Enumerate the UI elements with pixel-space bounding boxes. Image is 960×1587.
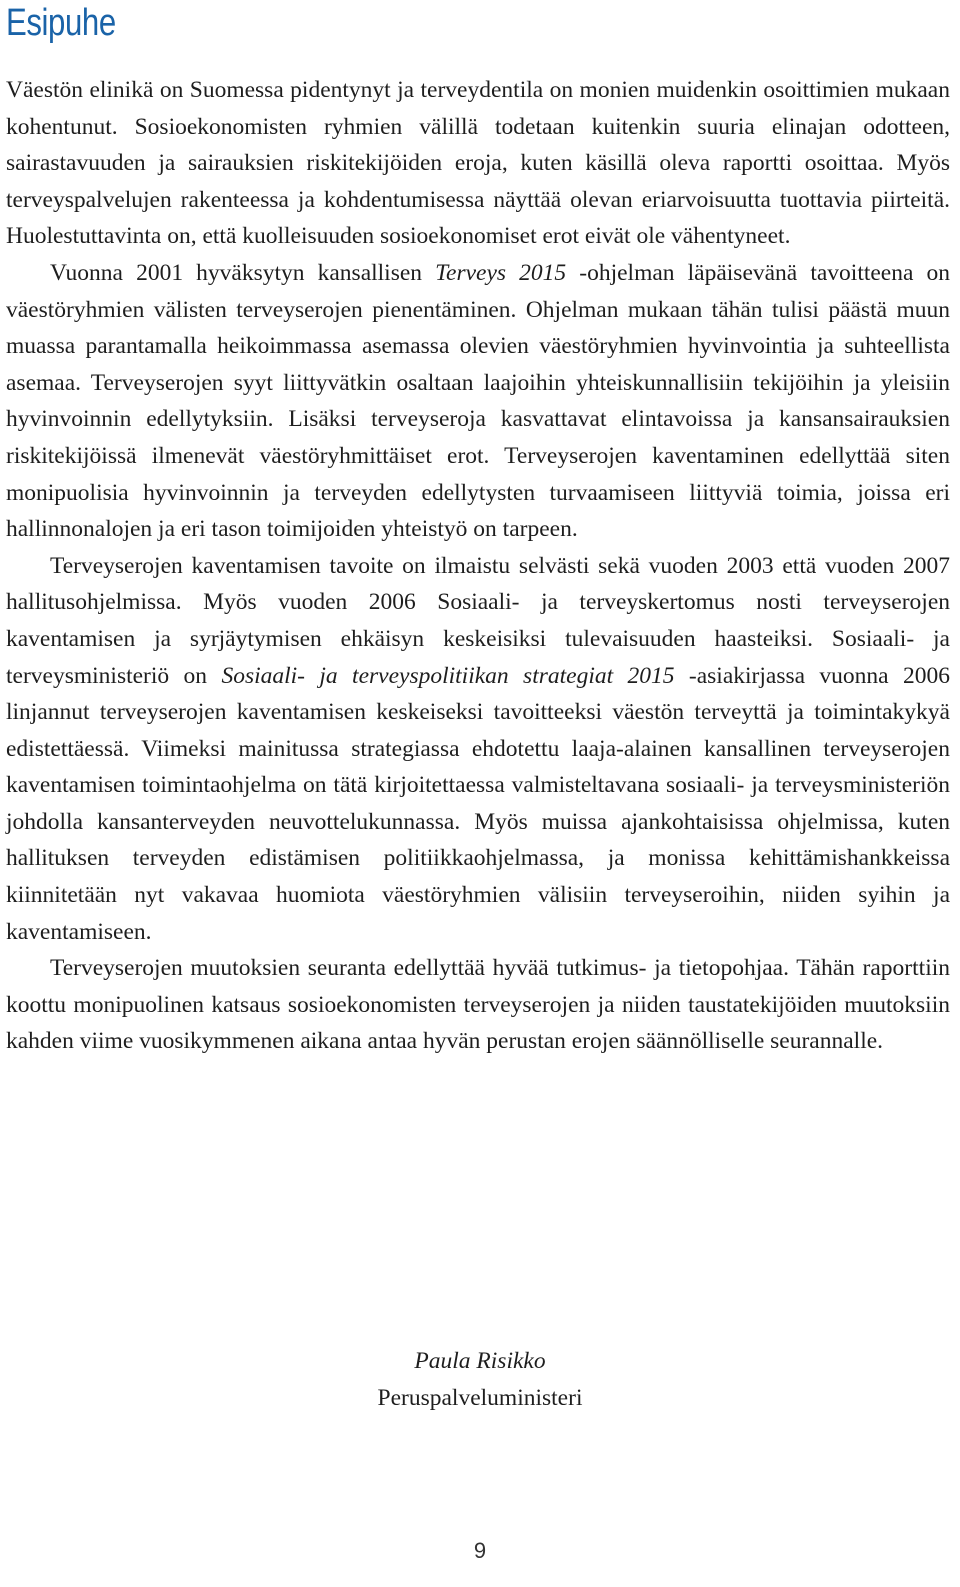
signature-block (0, 1343, 960, 1417)
signatory-name: Paula Risikko (414, 1348, 546, 1374)
paragraph-2-part-b: -ohjelman läpäisevänä tavoitteena on väestöryhmien välisten terveyserojen pienentäminen. Ohjelman mukaan tähän tulisi päästä muun muassa parantamalla heikoimmassa asemassa olevien väestöryhmien hyvinvointia ja suhteellista asemaa. Terveyserojen syyt liittyvätkin osaltaan laajoihin yhteiskunnallisiin tekijöihin ja yleisiin hyvinvoinnin edellytyksiin. Lisäksi terveyseroja kasvattavat elintavoissa ja kansansairauksien riskitekijöissä ilmenevät väestöryhmittäiset erot. Terveyserojen kaventaminen edellyttää siten monipuolisia hyvinvoinnin ja terveyden edellytysten turvaamiseen liittyviä toimia, joissa eri hallinnonalojen ja eri tason toimijoiden yhteistyö on tarpeen. (6, 259, 951, 543)
strategy-title: Sosiaali- ja terveyspolitiikan strategiat 2015 (221, 662, 675, 689)
paragraph-2-part-a: Vuonna 2001 hyväksytyn kansallisen (50, 259, 436, 286)
body-text (6, 72, 950, 1060)
paragraph-1: Väestön elinikä on Suomessa pidentynyt ja terveydentila on monien muidenkin osoittimien mukaan kohentunut. Sosioekonomisten ryhmien välillä todetaan kuitenkin suuria elinajan odotteen, sairastavuuden ja sairauksien riskitekijöiden eroja, kuten käsillä oleva raportti osoittaa. Myös terveyspalvelujen rakenteessa ja kohdentumisessa näyttää olevan eriarvoisuutta tuottavia piirteitä. Huolestuttavinta on, että kuolleisuuden sosioekonomiset erot eivät ole vähentyneet. (6, 77, 950, 250)
signatory-title: Peruspalveluministeri (377, 1385, 583, 1411)
paragraph-3-part-b: -asiakirjassa vuonna 2006 linjannut terveyserojen kaventamisen keskeiseksi tavoitteeksi väestön terveyttä ja toimintakykyä edistettäessä. Viimeksi mainitussa strategiassa ehdotettu laaja-alainen kansallinen terveyserojen kaventamisen toimintaohjelma on tätä kirjoitettaessa valmisteltavana sosiaali- ja terveysministeriön johdolla kansanterveyden neuvottelukunnassa. Myös muissa ajankohtaisissa ohjelmissa, kuten hallituksen terveyden edistämisen politiikkaohjelmassa, ja monissa kehittämishankkeissa kiinnitetään nyt vakavaa huomiota väestöryhmien välisiin terveyseroihin, niiden syihin ja kaventamiseen. (6, 662, 950, 945)
page-heading: Esipuhe (6, 2, 116, 44)
page-number: 9 (473, 1538, 487, 1563)
program-title: Terveys 2015 (435, 259, 567, 286)
paragraph-3 (6, 548, 950, 951)
paragraph-4: Terveyserojen muutoksien seuranta edellyttää hyvää tutkimus- ja tietopohjaa. Tähän raporttiin koottu monipuolinen katsaus sosioekonomisten terveyserojen ja niiden taustatekijöiden muutoksiin kahden viime vuosikymmenen aikana antaa hyvän perustan erojen säännölliselle seurannalle. (6, 955, 950, 1055)
paragraph-3-part-a: Terveyserojen kaventamisen tavoite on ilmaistu selvästi sekä vuoden 2003 että vuoden 2007 hallitusohjelmissa. Myös vuoden 2006 Sosiaali- ja terveyskertomus nosti terveyserojen kaventamisen ja syrjäytymisen ehkäisyn keskeisiksi tulevaisuuden haasteiksi. Sosiaali- ja terveysministeriö on (6, 552, 950, 689)
paragraph-2 (6, 255, 950, 548)
